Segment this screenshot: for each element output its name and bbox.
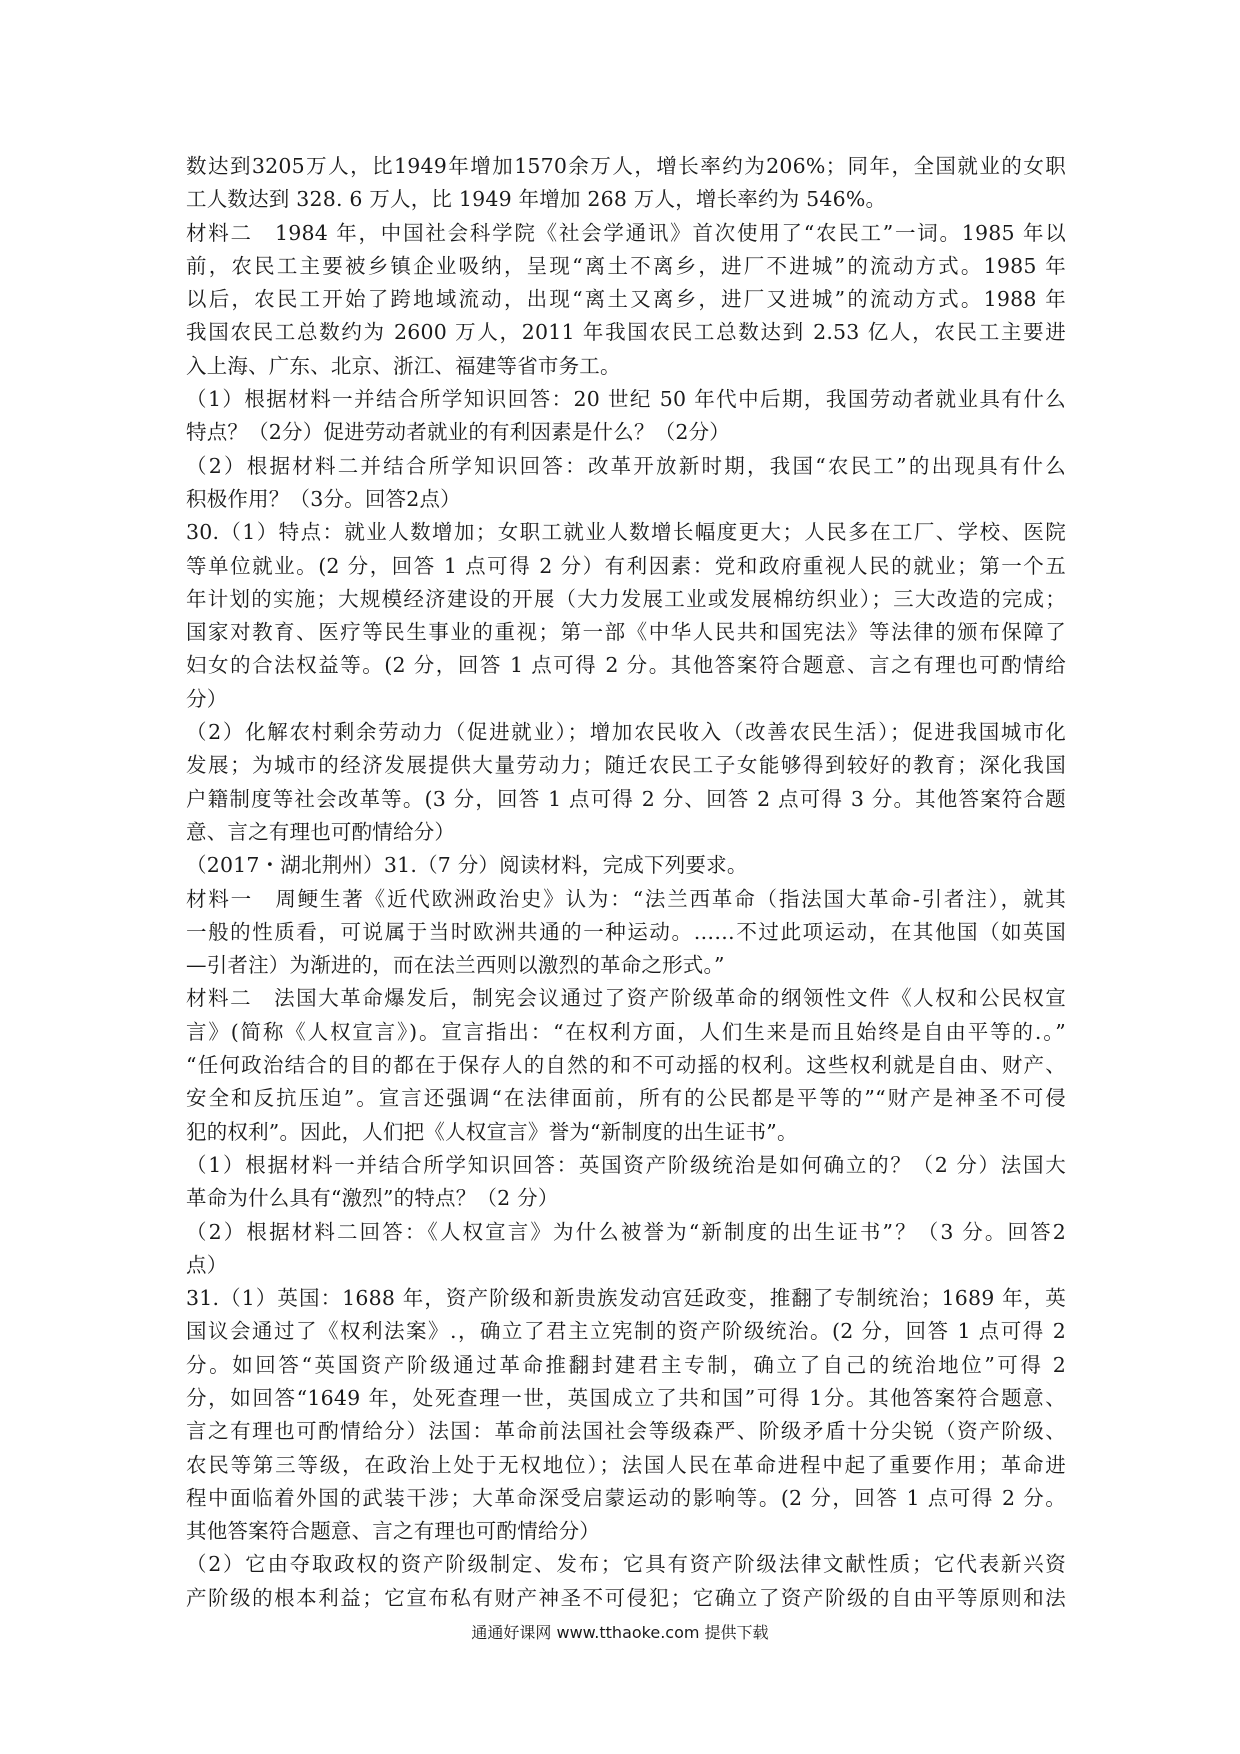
text-line: 革命为什么具有“激烈”的特点？（2 分） (186, 1186, 559, 1211)
text-line: 30.（1）特点：就业人数增加；女职工就业人数增长幅度更大；人民多在工厂、学校、医院 (186, 520, 1066, 545)
text-line: 意、言之有理也可酌情给分） (186, 819, 456, 844)
text-line: 数达到3205万人，比1949年增加1570余万人，增长率约为206%；同年，全国就业的女职 (186, 154, 1066, 178)
text-line: 户籍制度等社会改革等。(3 分，回答 1 点可得 2 分、回答 2 点可得 3 分。其他答案符合题 (186, 786, 1066, 811)
text-line: 前，农民工主要被乡镇企业吸纳，呈现“离土不离乡，进厂不进城”的流动方式。1985 年 (186, 253, 1066, 278)
text-line: 特点？（2分）促进劳动者就业的有利因素是什么？（2分） (186, 420, 730, 445)
text-line: —引者注）为渐进的，而在法兰西则以激烈的革命之形式。” (186, 953, 725, 978)
text-line: 安全和反抗压迫”。宣言还强调“在法律面前，所有的公民都是平等的”“财产是神圣不可侵 (186, 1086, 1066, 1111)
text-line: 材料二 法国大革命爆发后，制宪会议通过了资产阶级革命的纲领性文件《人权和公民权宣 (186, 986, 1066, 1011)
text-line: 国议会通过了《权利法案》.，确立了君主立宪制的资产阶级统治。(2 分，回答 1 点可得 2 (186, 1319, 1066, 1344)
text-line: 年计划的实施；大规模经济建设的开展（大力发展工业或发展棉纺织业）；三大改造的完成； (186, 586, 1066, 611)
text-line: 以后，农民工开始了跨地域流动，出现“离土又离乡，进厂又进城”的流动方式。1988 年 (186, 287, 1066, 312)
text-line: 点） (186, 1252, 228, 1277)
text-line: 犯的权利”。因此，人们把《人权宣言》誉为“新制度的出生证书”。 (186, 1119, 798, 1144)
page-footer: 通通好课网 www.tthaoke.com 提供下载 (471, 1623, 769, 1642)
text-line: 产阶级的根本利益；它宣布私有财产神圣不可侵犯；它确立了资产阶级的自由平等原则和法 (186, 1585, 1066, 1610)
text-line: （2）它由夺取政权的资产阶级制定、发布；它具有资产阶级法律文献性质；它代表新兴资 (186, 1552, 1066, 1577)
text-line: “任何政治结合的目的都在于保存人的自然的和不可动摇的权利。这些权利就是自由、财产、 (186, 1053, 1066, 1078)
text-line: 材料二 1984 年，中国社会科学院《社会学通讯》首次使用了“农民工”一词。1985 年以 (186, 220, 1066, 245)
text-line: （1）根据材料一并结合所学知识回答：英国资产阶级统治是如何确立的？（2 分）法国大 (186, 1152, 1066, 1177)
text-line: 材料一 周鲠生著《近代欧洲政治史》认为：“法兰西革命（指法国大革命-引者注），就其 (186, 886, 1066, 911)
text-line: 一般的性质看，可说属于当时欧洲共通的一种运动。……不过此项运动，在其他国（如英国 (186, 919, 1066, 944)
document-body (186, 150, 1066, 1615)
text-line: 分） (186, 686, 228, 711)
text-line: 我国农民工总数约为 2600 万人，2011 年我国农民工总数达到 2.53 亿人，农民工主要进 (186, 320, 1066, 345)
text-line: 其他答案符合题意、言之有理也可酌情给分） (186, 1519, 600, 1544)
text-line: 程中面临着外国的武装干涉；大革命深受启蒙运动的影响等。(2 分，回答 1 点可得 2 分。 (186, 1485, 1066, 1510)
text-line: （2）根据材料二并结合所学知识回答：改革开放新时期，我国“农民工”的出现具有什么 (186, 453, 1066, 478)
text-line: 31.（1）英国：1688 年，资产阶级和新贵族发动宫廷政变，推翻了专制统治；1689 年，英 (186, 1286, 1066, 1311)
text-line: 农民等第三等级，在政治上处于无权地位）；法国人民在革命进程中起了重要作用；革命进 (186, 1452, 1066, 1477)
text-line: 发展；为城市的经济发展提供大量劳动力；随迁农民工子女能够得到较好的教育；深化我国 (186, 753, 1066, 778)
text-line: 言之有理也可酌情给分）法国：革命前法国社会等级森严、阶级矛盾十分尖锐（资产阶级、 (186, 1419, 1066, 1444)
text-line: 国家对教育、医疗等民生事业的重视；第一部《中华人民共和国宪法》等法律的颁布保障了 (186, 620, 1066, 645)
text-line: 积极作用？（3分。回答2点） (186, 486, 461, 511)
text-line: （2017・湖北荆州）31.（7 分）阅读材料，完成下列要求。 (186, 853, 748, 878)
text-line: 工人数达到 328. 6 万人，比 1949 年增加 268 万人，增长率约为 546%。 (186, 187, 887, 212)
text-line: （2）化解农村剩余劳动力（促进就业）；增加农民收入（改善农民生活）；促进我国城市化 (186, 720, 1066, 745)
text-line: 妇女的合法权益等。(2 分，回答 1 点可得 2 分。其他答案符合题意、言之有理也可酌情给 (186, 653, 1066, 678)
text-line: 言》(简称《人权宣言》)。宣言指出：“在权利方面，人们生来是而且始终是自由平等的.。” (186, 1019, 1066, 1044)
text-line: 等单位就业。(2 分，回答 1 点可得 2 分）有利因素：党和政府重视人民的就业；第一个五 (186, 553, 1066, 578)
text-line: 入上海、广东、北京、浙江、福建等省市务工。 (186, 353, 621, 378)
text-line: （2）根据材料二回答：《人权宣言》为什么被誉为“新制度的出生证书”？（3 分。回答2 (186, 1219, 1066, 1244)
text-line: 分。如回答“英国资产阶级通过革命推翻封建君主专制，确立了自己的统治地位”可得 2 (186, 1352, 1066, 1377)
text-line: 分，如回答“1649 年，处死查理一世，英国成立了共和国”可得 1分。其他答案符合题意、 (186, 1385, 1066, 1410)
text-line: （1）根据材料一并结合所学知识回答：20 世纪 50 年代中后期，我国劳动者就业具有什么 (186, 387, 1066, 412)
